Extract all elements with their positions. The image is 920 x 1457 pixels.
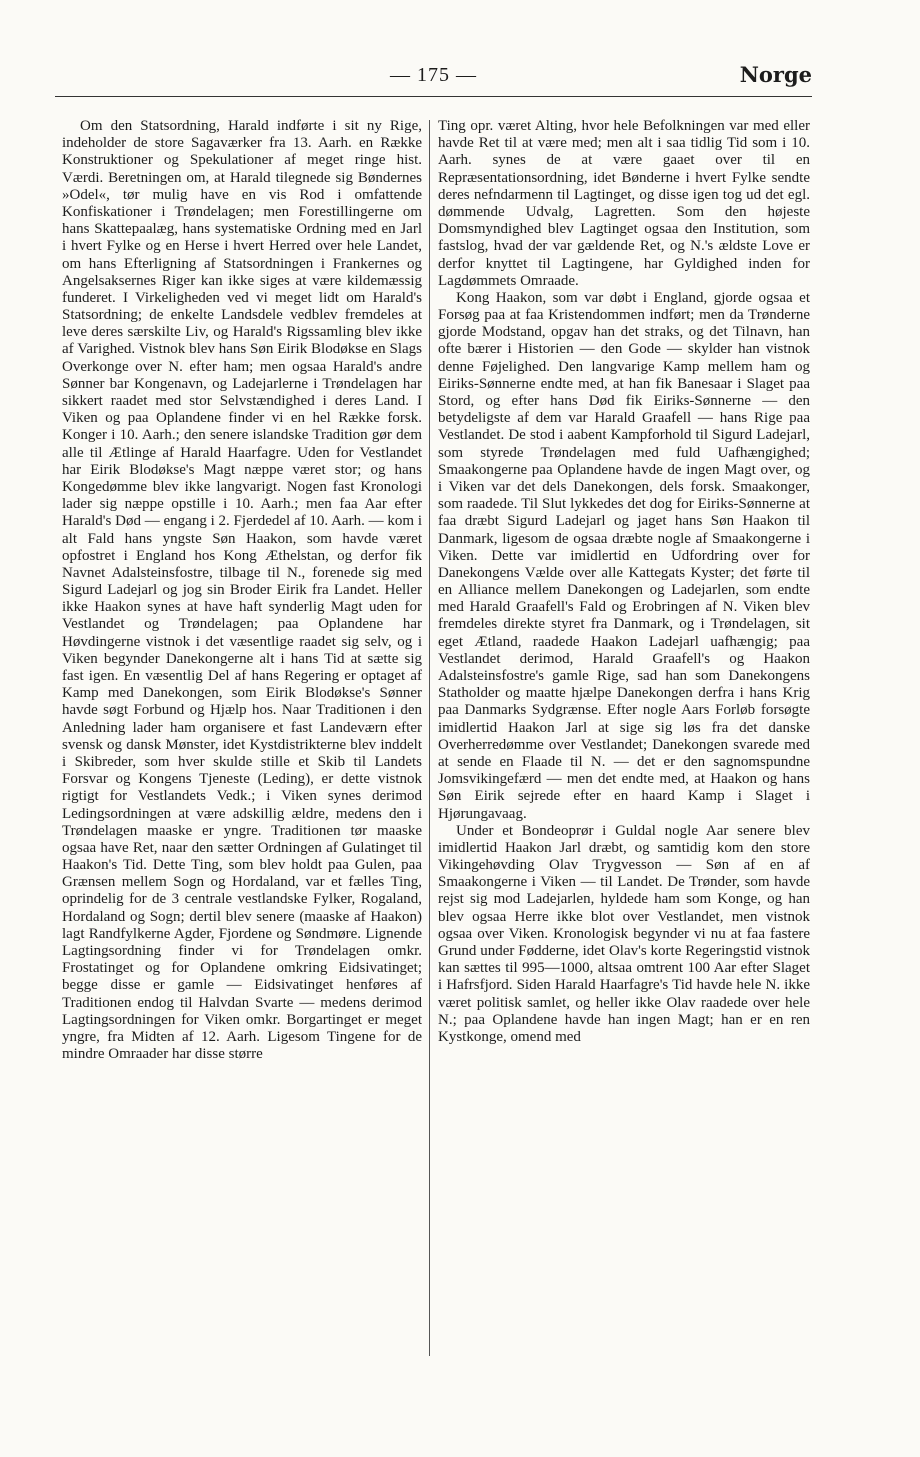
page-number: — 175 — xyxy=(390,64,477,86)
left-column xyxy=(62,118,422,1063)
column-divider xyxy=(429,120,430,1356)
right-column xyxy=(438,118,810,1046)
page-header xyxy=(55,60,812,97)
paragraph: Ting opr. været Alting, hvor hele Befolkningen var med eller havde Ret til at være med; men alt i saa tidlig Tid som i 10. Aarh. synes de at være gaaet over til en Repræsentationsordning, idet Bønderne i hvert Fylke sendte deres nefndarmenn til Lagtinget, og disse igen tog ud det egl. dømmende Udvalg, Lagretten. Som den højeste Domsmyndighed blev Lagtinget ogsaa den Institution, som fastslog, hvad der var gældende Ret, og N.'s ældste Love er derfor knyttet til Lagtingene, har Gyldighed inden for Lagdømmets Omraade. xyxy=(438,118,810,289)
paragraph: Kong Haakon, som var døbt i England, gjorde ogsaa et Forsøg paa at faa Kristendommen indført; men da Trønderne gjorde Modstand, opgav han det straks, og det Tilnavn, han ofte bærer i Historien — den Gode — skylder han vistnok denne Føjelighed. Den langvarige Kamp mellem ham og Eiriks-Sønnerne endte med, at han fik Banesaar i Slaget paa Stord, og efter hans Død fik Eiriks-Sønnerne — den betydeligste af dem var Harald Graafell — hans Rige paa Vestlandet. De stod i aabent Kampforhold til Sigurd Ladejarl, som styrede Trøndelagen med fuld Uafhængighed; Smaakongerne paa Oplandene havde de ingen Magt over, og i Viken var det dels Danekongen, dels forsk. Smaakonger, som raadede. Til Slut lykkedes det dog for Eiriks-Sønnerne at faa dræbt Sigurd Ladejarl og jaget hans Søn Haakon til Danmark, ligesom de ogsaa dræbte nogle af Smaakongerne i Viken. Dette var imidlertid en Udfordring over for Danekongens Vælde over alle Kattegats Kyster; det førte til en Alliance mellem Danekongen og Ladejarlen, som endte med Harald Graafell's Fald og Erobringen af N. Viken blev fremdeles direkte styret fra Danmark, og i Trøndelagen, sit eget Ætland, raadede Haakon Ladejarl uafhængig; paa Vestlandet derimod, Harald Graafell's og Haakon Adalsteinsfostre's gamle Rige, sad han som Danekongens Statholder og maatte hjælpe Danekongen derfra i hans Krig paa Danmarks Sydgrænse. Efter nogle Aars Forløb forsøgte imidlertid Haakon Jarl at sige sig løs fra det danske Overherredømme over Vestlandet; Danekongen svarede med at sende en Flaade til N. — det er den sagnomspundne Jomsvikingefærd — men det endte med, at Haakon og hans Søn Eirik sejrede efter en haard Kamp i Slaget i Hjørungavaag. xyxy=(438,289,810,822)
paragraph: Under et Bondeoprør i Guldal nogle Aar senere blev imidlertid Haakon Jarl dræbt, og samtidig kom den store Vikingehøvding Olav Trygvesson — Søn af en af Smaakongerne i Viken — til Landet. De Trønder, som havde rejst sig mod Ladejarlen, hyldede ham som Konge, og han blev ogsaa Herre ikke blot over Vestlandet, men vistnok ogsaa over Viken. Kronologisk begynder vi nu at faa fastere Grund under Fødderne, idet Olav's korte Regeringstid vistnok kan sættes til 995—1000, altsaa omtrent 100 Aar efter Slaget i Hafrsfjord. Siden Harald Haarfagre's Tid havde hele N. ikke været politisk samlet, og heller ikke Olav raadede over hele N.; paa Oplandene havde han ingen Magt; han er en ren Kystkonge, omend med xyxy=(438,822,810,1045)
paragraph: Om den Statsordning, Harald indførte i sit ny Rige, indeholder de store Sagaværker fra 13. Aarh. en Række Konstruktioner og Spekulationer af meget ringe hist. Værdi. Beretningen om, at Harald tilegnede sig Bøndernes »Odel«, tør mulig have en vis Rod i omfattende Konfiskationer i Trøndelagen; men Forestillingerne om hans Skattepaalæg, hans systematiske Ordning med en Jarl i hvert Fylke og en Herse i hvert Herred over hele Landet, om hans Efterligning af Statsordningen i Frankernes og Angelsaksernes Riger kan ikke siges at være kildemæssig funderet. I Virkeligheden ved vi meget lidt om Harald's Statsordning; de enkelte Landsdele vedblev fremdeles at leve deres særskilte Liv, og Harald's Rigssamling blev ikke af Varighed. Vistnok blev hans Søn Eirik Blodøkse en Slags Overkonge over N. efter ham; men ogsaa Harald's andre Sønner bar Kongenavn, og Ladejarlerne i Trøndelagen har sikkert raadet med stor Selvstændighed i deres Land. I Viken og paa Oplandene finder vi en hel Række forsk. Konger i 10. Aarh.; den senere islandske Tradition gør dem alle til Ætlinge af Harald Haarfagre. Uden for Vestlandet har Eirik Blodøkse's Magt næppe været stor; og hans Kongedømme blev ikke langvarigt. Nogen fast Kronologi lader sig næppe opstille i 10. Aarh.; men faa Aar efter Harald's Død — engang i 2. Fjerdedel af 10. Aarh. — kom i alt Fald hans yngste Søn Haakon, som havde været opfostret i England hos Kong Æthelstan, og derfor fik Navnet Adalsteinsfostre, tilbage til N., forenede sig med Sigurd Ladejarl og jog sin Broder Eirik fra Landet. Heller ikke Haakon synes at have haft synderlig Magt uden for Vestlandet og Trøndelagen; paa Oplandene har Høvdingerne vistnok i det væsentlige raadet sig selv, og i Viken begynder Danekongerne alt i hans Tid at sætte sig fast igen. En væsentlig Del af hans Regering er optaget af Kamp med Danekongen, som Eirik Blodøkse's Sønner havde søgt Forbund og Hjælp hos. Naar Traditionen i den Anledning lader ham organisere et fast Landeværn efter svensk og dansk Mønster, idet Kystdistrikterne blev inddelt i Skibreder, som hver skulde stille et Skib til Landets Forsvar og Kongens Tjeneste (Leding), er dette vistnok rigtigt for Vestlandets Vedk.; i Viken synes derimod Ledingsordningen at være adskillig ældre, medens den i Trøndelagen maaske er yngre. Traditionen tør maaske ogsaa have Ret, naar den sætter Ordningen af Gulatinget til Haakon's Tid. Dette Ting, som blev holdt paa Gulen, paa Grænsen mellem Sogn og Hordaland, var et fælles Ting, oprindelig for de 3 centrale vestlandske Fylker, Rogaland, Hordaland og Sogn; dertil blev senere (maaske af Haakon) lagt Randfylkerne Agder, Fjordene og Søndmøre. Lignende Lagtingsordning finder vi for Trøndelagen omkr. Frostatinget og for Oplandene omkring Eidsivatinget; begge disse er gamle — Eidsivatinget henføres af Traditionen endog til Halvdan Svarte — medens derimod Lagtingsordningen for Viken omkr. Borgartinget er meget yngre, fra Midten af 12. Aarh. Ligesom Tingene for de mindre Omraader har disse større xyxy=(62,118,422,1063)
running-head: Norge xyxy=(739,62,812,87)
